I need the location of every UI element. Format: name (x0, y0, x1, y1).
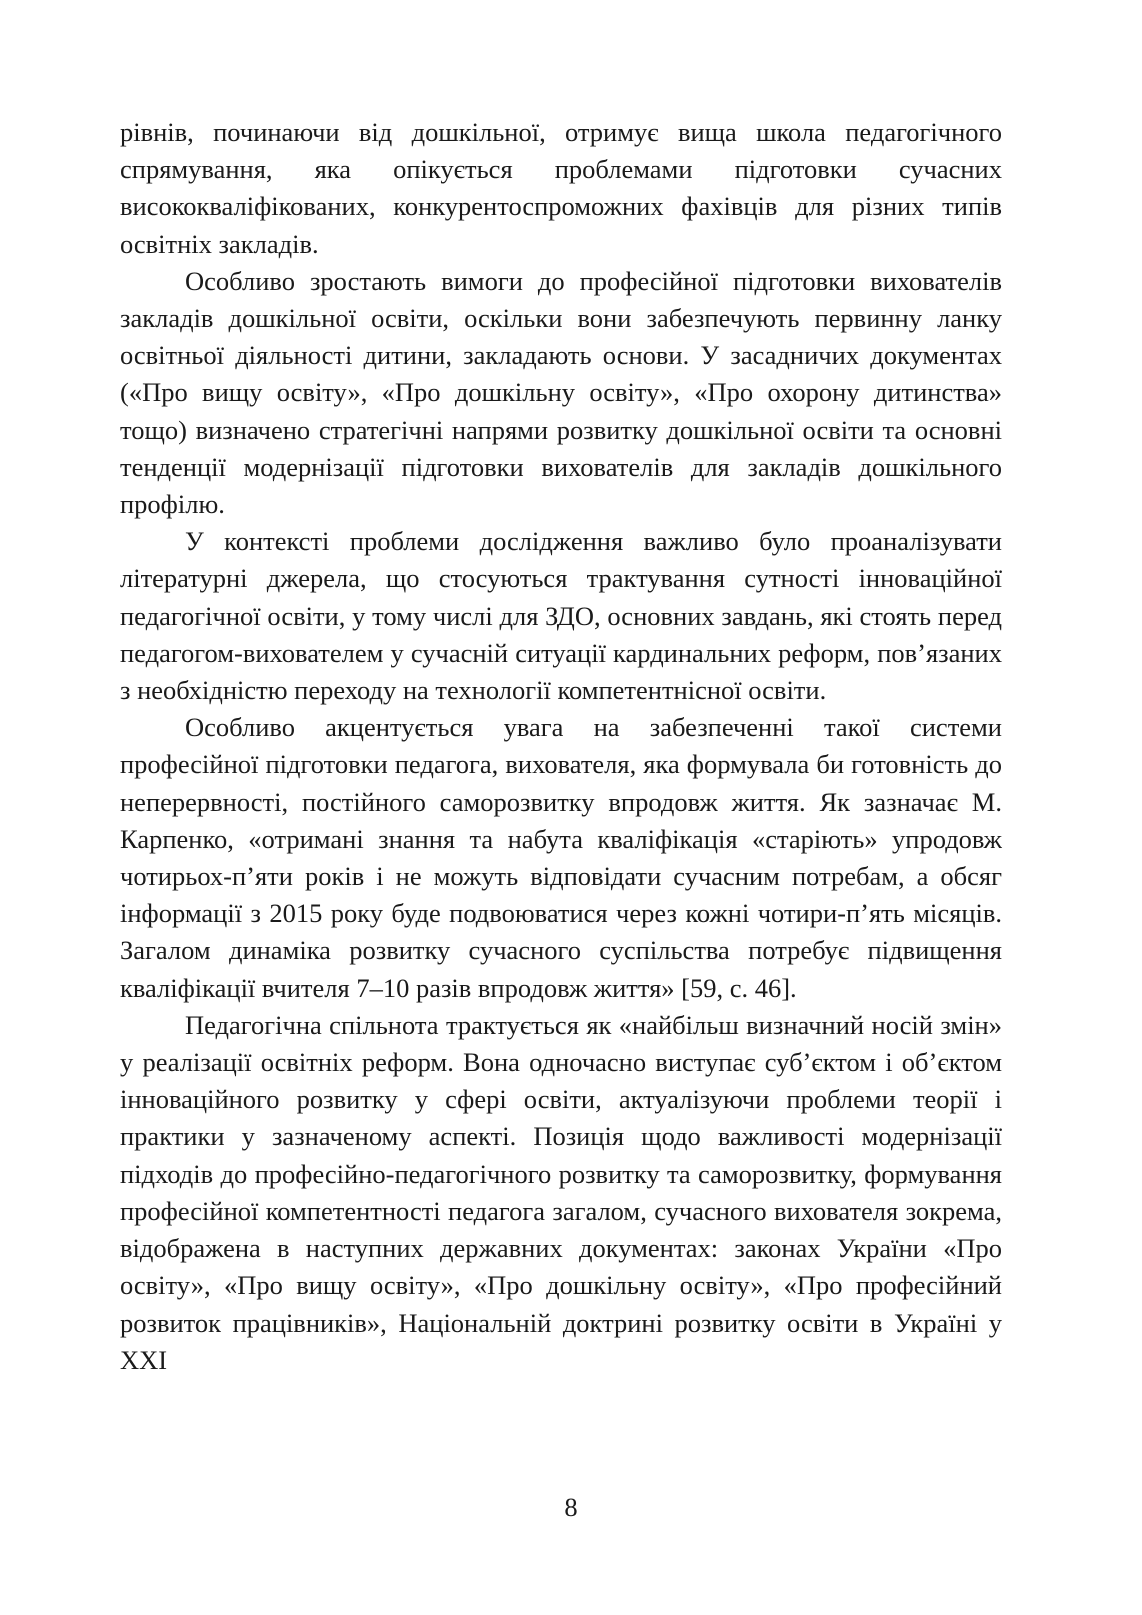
paragraph-5: Педагогічна спільнота трактується як «найбільш визначний носій змін» у реалізації освітніх реформ. Вона одночасно виступає суб’єктом і об’єктом інноваційного розвитку у сфері освіти, актуалізуючи проблеми теорії і практики у зазначеному аспекті. Позиція щодо важливості модернізації підходів до професійно-педагогічного розвитку та саморозвитку, формування професійної компетентності педагога загалом, сучасного вихователя зокрема, відображена в наступних державних документах: законах України «Про освіту», «Про вищу освіту», «Про дошкільну освіту», «Про професійний розвиток працівників», Національній доктрині розвитку освіти в Україні у ХХІ (120, 1009, 1002, 1375)
paragraph-3: У контексті проблеми дослідження важливо було проаналізувати літературні джерела, що стосуються трактування сутності інноваційної педагогічної освіти, у тому числі для ЗДО, основних завдань, які стоять перед педагогом-вихователем у сучасній ситуації кардинальних реформ, пов’язаних з необхідністю переходу на технології компетентнісної освіти. (120, 526, 1002, 706)
document-body (120, 114, 1002, 1379)
paragraph-1: рівнів, починаючи від дошкільної, отримує вища школа педагогічного спрямування, яка опікується проблемами підготовки сучасних висококваліфікованих, конкурентоспроможних фахівців для різних типів освітніх закладів. (120, 117, 1002, 259)
paragraph-4: Особливо акцентується увага на забезпеченні такої системи професійної підготовки педагога, вихователя, яка формувала би готовність до неперервності, постійного саморозвитку впродовж життя. Як зазначає М. Карпенко, «отримані знання та набута кваліфікація «старіють» упродовж чотирьох-п’яти років і не можуть відповідати сучасним потребам, а обсяг інформації з 2015 року буде подвоюватися через кожні чотири-п’ять місяців. Загалом динаміка розвитку сучасного суспільства потребує підвищення кваліфікації вчителя 7–10 разів впродовж життя» [59, с. 46]. (120, 712, 1002, 1003)
paragraph-2: Особливо зростають вимоги до професійної підготовки вихователів закладів дошкільної освіти, оскільки вони забезпечують первинну ланку освітньої діяльності дитини, закладають основи. У засадничих документах («Про вищу освіту», «Про дошкільну освіту», «Про охорону дитинства» тощо) визначено стратегічні напрями розвитку дошкільної освіти та основні тенденції модернізації підготовки вихователів для закладів дошкільного профілю. (120, 265, 1002, 520)
page-number: 8 (564, 1492, 578, 1522)
